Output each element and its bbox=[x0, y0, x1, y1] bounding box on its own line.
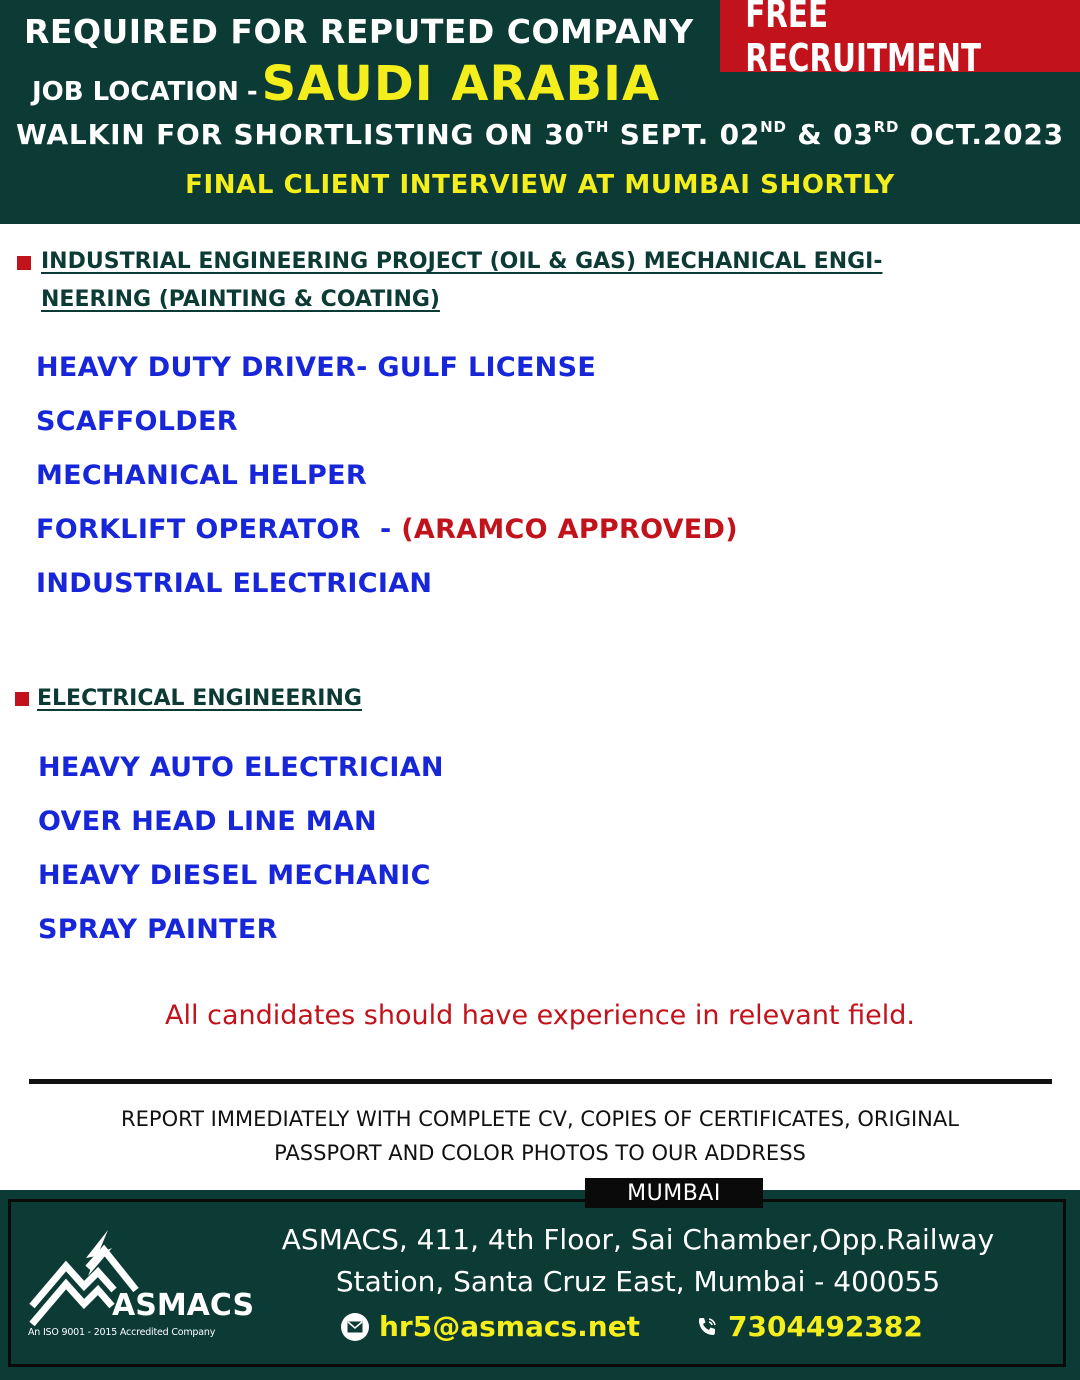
section-title-industrial: INDUSTRIAL ENGINEERING PROJECT (OIL & GAS) MECHANICAL ENGI- NEERING (PAINTING & COATING) bbox=[41, 249, 883, 312]
report-instructions: REPORT IMMEDIATELY WITH COMPLETE CV, COPIES OF CERTIFICATES, ORIGINAL PASSPORT AND COLOR PHOTOS TO OUR ADDRESS bbox=[121, 1107, 959, 1165]
job-item: HEAVY AUTO ELECTRICIAN bbox=[38, 752, 444, 783]
job-item: INDUSTRIAL ELECTRICIAN bbox=[36, 568, 433, 599]
final-interview-note: FINAL CLIENT INTERVIEW AT MUMBAI SHORTLY bbox=[185, 170, 895, 200]
job-location-value: SAUDI ARABIA bbox=[261, 56, 661, 112]
section-bullet bbox=[17, 256, 31, 270]
walkin-dates: WALKIN FOR SHORTLISTING ON 30TH SEPT. 02ND & 03RD OCT.2023 bbox=[16, 118, 1064, 151]
job-item: HEAVY DUTY DRIVER- GULF LICENSE bbox=[36, 352, 597, 383]
section-bullet bbox=[15, 692, 29, 706]
job-location bbox=[32, 56, 660, 112]
asmacs-logo-icon bbox=[26, 1228, 246, 1343]
phone-icon bbox=[694, 1313, 720, 1341]
phone-number[interactable]: 7304492382 bbox=[728, 1310, 923, 1343]
logo-tagline: An ISO 9001 - 2015 Accredited Company bbox=[28, 1327, 216, 1338]
job-item: MECHANICAL HELPER bbox=[36, 460, 367, 491]
aramco-approved-note: (ARAMCO APPROVED) bbox=[401, 514, 738, 545]
phone-contact[interactable] bbox=[694, 1310, 923, 1343]
job-item: FORKLIFT OPERATOR - (ARAMCO APPROVED) bbox=[36, 514, 738, 545]
required-heading: REQUIRED FOR REPUTED COMPANY bbox=[24, 12, 694, 51]
free-recruitment-badge: FREE RECRUITMENT bbox=[720, 0, 1080, 72]
job-item: SCAFFOLDER bbox=[36, 406, 238, 437]
job-location-separator: - bbox=[246, 77, 258, 107]
job-item: HEAVY DIESEL MECHANIC bbox=[38, 860, 431, 891]
job-item: OVER HEAD LINE MAN bbox=[38, 806, 377, 837]
email-contact[interactable] bbox=[341, 1310, 640, 1343]
email-address[interactable]: hr5@asmacs.net bbox=[379, 1310, 641, 1343]
company-logo-text: ASMACS bbox=[112, 1288, 255, 1323]
section-title-electrical: ELECTRICAL ENGINEERING bbox=[37, 686, 362, 711]
job-item: SPRAY PAINTER bbox=[38, 914, 278, 945]
envelope-icon bbox=[341, 1313, 369, 1341]
office-address: ASMACS, 411, 4th Floor, Sai Chamber,Opp.Railway Station, Santa Cruz East, Mumbai - 400055 bbox=[281, 1223, 995, 1298]
city-tab: MUMBAI bbox=[585, 1178, 763, 1208]
job-location-label: JOB LOCATION bbox=[32, 77, 239, 107]
divider bbox=[29, 1079, 1052, 1084]
experience-note: All candidates should have experience in relevant field. bbox=[165, 1000, 915, 1031]
